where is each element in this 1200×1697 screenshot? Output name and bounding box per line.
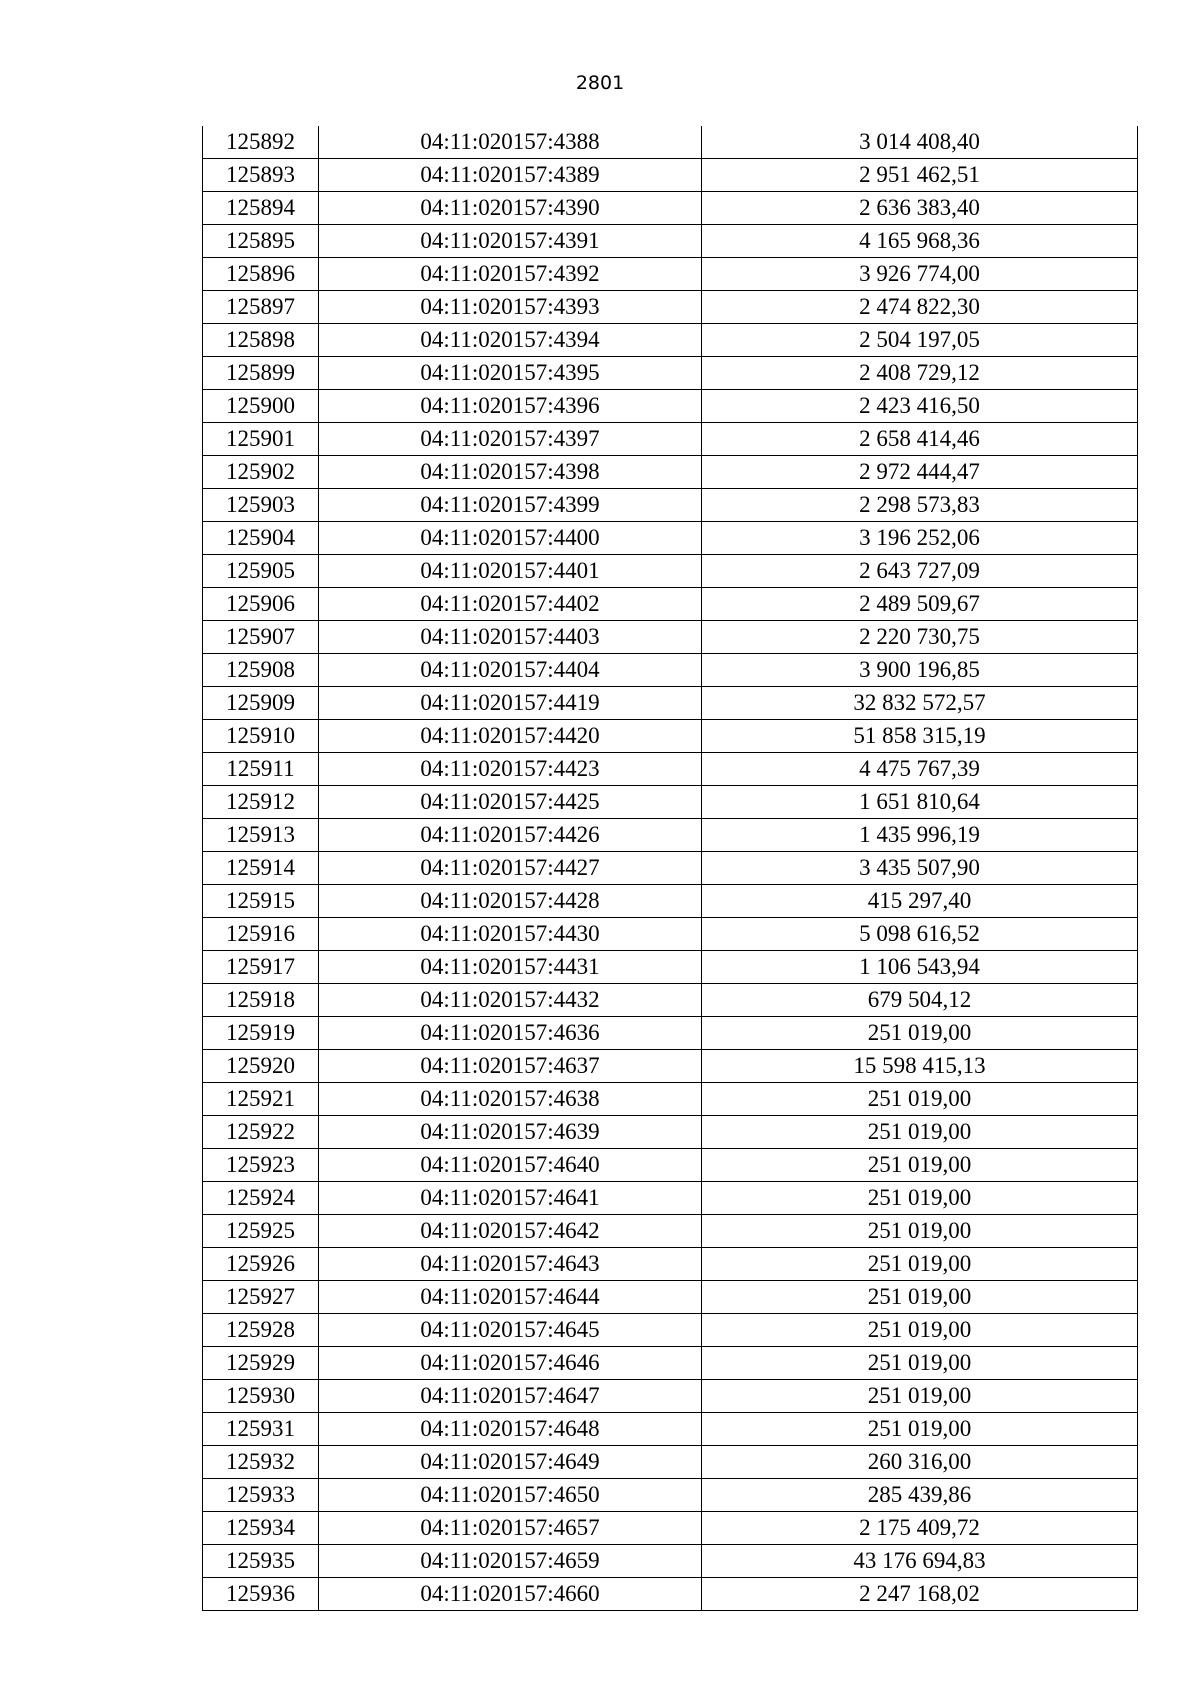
value-cell: 415 297,40 bbox=[702, 885, 1138, 918]
table-row bbox=[203, 225, 1138, 258]
value-cell: 251 019,00 bbox=[702, 1215, 1138, 1248]
value-cell: 3 926 774,00 bbox=[702, 258, 1138, 291]
value-cell: 251 019,00 bbox=[702, 1182, 1138, 1215]
row-number-cell: 125903 bbox=[203, 489, 319, 522]
row-number-cell: 125911 bbox=[203, 753, 319, 786]
value-cell: 2 658 414,46 bbox=[702, 423, 1138, 456]
value-cell: 2 504 197,05 bbox=[702, 324, 1138, 357]
value-cell: 251 019,00 bbox=[702, 1116, 1138, 1149]
cadastral-number-cell: 04:11:020157:4638 bbox=[319, 1083, 702, 1116]
table-row bbox=[203, 522, 1138, 555]
row-number-cell: 125900 bbox=[203, 390, 319, 423]
value-cell: 2 408 729,12 bbox=[702, 357, 1138, 390]
table-row bbox=[203, 1017, 1138, 1050]
table-row bbox=[203, 423, 1138, 456]
row-number-cell: 125893 bbox=[203, 159, 319, 192]
value-cell: 251 019,00 bbox=[702, 1413, 1138, 1446]
row-number-cell: 125909 bbox=[203, 687, 319, 720]
row-number-cell: 125913 bbox=[203, 819, 319, 852]
table-row bbox=[203, 1149, 1138, 1182]
cadastral-number-cell: 04:11:020157:4643 bbox=[319, 1248, 702, 1281]
value-cell: 3 900 196,85 bbox=[702, 654, 1138, 687]
table-row bbox=[203, 720, 1138, 753]
row-number-cell: 125892 bbox=[203, 126, 319, 159]
value-cell: 251 019,00 bbox=[702, 1314, 1138, 1347]
value-cell: 3 014 408,40 bbox=[702, 126, 1138, 159]
row-number-cell: 125897 bbox=[203, 291, 319, 324]
cadastral-number-cell: 04:11:020157:4430 bbox=[319, 918, 702, 951]
row-number-cell: 125896 bbox=[203, 258, 319, 291]
table-row bbox=[203, 1512, 1138, 1545]
table-row bbox=[203, 1050, 1138, 1083]
value-cell: 251 019,00 bbox=[702, 1149, 1138, 1182]
cadastral-number-cell: 04:11:020157:4403 bbox=[319, 621, 702, 654]
row-number-cell: 125922 bbox=[203, 1116, 319, 1149]
value-cell: 2 636 383,40 bbox=[702, 192, 1138, 225]
row-number-cell: 125933 bbox=[203, 1479, 319, 1512]
row-number-cell: 125921 bbox=[203, 1083, 319, 1116]
table-row bbox=[203, 588, 1138, 621]
row-number-cell: 125935 bbox=[203, 1545, 319, 1578]
table-row bbox=[203, 1281, 1138, 1314]
row-number-cell: 125931 bbox=[203, 1413, 319, 1446]
value-cell: 32 832 572,57 bbox=[702, 687, 1138, 720]
value-cell: 3 435 507,90 bbox=[702, 852, 1138, 885]
row-number-cell: 125930 bbox=[203, 1380, 319, 1413]
table-row bbox=[203, 984, 1138, 1017]
table-row bbox=[203, 753, 1138, 786]
row-number-cell: 125920 bbox=[203, 1050, 319, 1083]
table-container bbox=[202, 126, 1134, 1611]
cadastral-number-cell: 04:11:020157:4426 bbox=[319, 819, 702, 852]
row-number-cell: 125916 bbox=[203, 918, 319, 951]
row-number-cell: 125927 bbox=[203, 1281, 319, 1314]
cadastral-number-cell: 04:11:020157:4389 bbox=[319, 159, 702, 192]
cadastral-number-cell: 04:11:020157:4394 bbox=[319, 324, 702, 357]
table-row bbox=[203, 1314, 1138, 1347]
table-row bbox=[203, 1578, 1138, 1611]
value-cell: 43 176 694,83 bbox=[702, 1545, 1138, 1578]
table-row bbox=[203, 126, 1138, 159]
value-cell: 679 504,12 bbox=[702, 984, 1138, 1017]
cadastral-number-cell: 04:11:020157:4644 bbox=[319, 1281, 702, 1314]
row-number-cell: 125917 bbox=[203, 951, 319, 984]
cadastral-number-cell: 04:11:020157:4657 bbox=[319, 1512, 702, 1545]
table-row bbox=[203, 489, 1138, 522]
value-cell: 2 247 168,02 bbox=[702, 1578, 1138, 1611]
row-number-cell: 125919 bbox=[203, 1017, 319, 1050]
cadastral-number-cell: 04:11:020157:4659 bbox=[319, 1545, 702, 1578]
cadastral-number-cell: 04:11:020157:4427 bbox=[319, 852, 702, 885]
row-number-cell: 125928 bbox=[203, 1314, 319, 1347]
cadastral-number-cell: 04:11:020157:4641 bbox=[319, 1182, 702, 1215]
value-cell: 1 651 810,64 bbox=[702, 786, 1138, 819]
row-number-cell: 125918 bbox=[203, 984, 319, 1017]
table-row bbox=[203, 324, 1138, 357]
table-row bbox=[203, 819, 1138, 852]
table-row bbox=[203, 1215, 1138, 1248]
cadastral-number-cell: 04:11:020157:4649 bbox=[319, 1446, 702, 1479]
row-number-cell: 125924 bbox=[203, 1182, 319, 1215]
value-cell: 4 165 968,36 bbox=[702, 225, 1138, 258]
row-number-cell: 125929 bbox=[203, 1347, 319, 1380]
table-row bbox=[203, 159, 1138, 192]
page-number: 2801 bbox=[575, 72, 625, 94]
table-row bbox=[203, 918, 1138, 951]
value-cell: 1 106 543,94 bbox=[702, 951, 1138, 984]
data-table bbox=[202, 126, 1138, 1611]
cadastral-number-cell: 04:11:020157:4660 bbox=[319, 1578, 702, 1611]
value-cell: 2 489 509,67 bbox=[702, 588, 1138, 621]
value-cell: 5 098 616,52 bbox=[702, 918, 1138, 951]
cadastral-number-cell: 04:11:020157:4397 bbox=[319, 423, 702, 456]
cadastral-number-cell: 04:11:020157:4423 bbox=[319, 753, 702, 786]
value-cell: 2 972 444,47 bbox=[702, 456, 1138, 489]
table-row bbox=[203, 621, 1138, 654]
table-row bbox=[203, 1413, 1138, 1446]
value-cell: 4 475 767,39 bbox=[702, 753, 1138, 786]
row-number-cell: 125934 bbox=[203, 1512, 319, 1545]
row-number-cell: 125906 bbox=[203, 588, 319, 621]
table-row bbox=[203, 456, 1138, 489]
table-row bbox=[203, 258, 1138, 291]
table-body bbox=[203, 126, 1138, 1611]
row-number-cell: 125932 bbox=[203, 1446, 319, 1479]
value-cell: 51 858 315,19 bbox=[702, 720, 1138, 753]
row-number-cell: 125904 bbox=[203, 522, 319, 555]
cadastral-number-cell: 04:11:020157:4432 bbox=[319, 984, 702, 1017]
cadastral-number-cell: 04:11:020157:4388 bbox=[319, 126, 702, 159]
value-cell: 251 019,00 bbox=[702, 1281, 1138, 1314]
value-cell: 251 019,00 bbox=[702, 1248, 1138, 1281]
cadastral-number-cell: 04:11:020157:4404 bbox=[319, 654, 702, 687]
table-row bbox=[203, 885, 1138, 918]
cadastral-number-cell: 04:11:020157:4401 bbox=[319, 555, 702, 588]
value-cell: 2 474 822,30 bbox=[702, 291, 1138, 324]
row-number-cell: 125894 bbox=[203, 192, 319, 225]
cadastral-number-cell: 04:11:020157:4646 bbox=[319, 1347, 702, 1380]
cadastral-number-cell: 04:11:020157:4647 bbox=[319, 1380, 702, 1413]
table-row bbox=[203, 1248, 1138, 1281]
table-row bbox=[203, 1347, 1138, 1380]
cadastral-number-cell: 04:11:020157:4392 bbox=[319, 258, 702, 291]
value-cell: 2 220 730,75 bbox=[702, 621, 1138, 654]
table-row bbox=[203, 1446, 1138, 1479]
value-cell: 2 175 409,72 bbox=[702, 1512, 1138, 1545]
table-row bbox=[203, 951, 1138, 984]
value-cell: 2 643 727,09 bbox=[702, 555, 1138, 588]
cadastral-number-cell: 04:11:020157:4428 bbox=[319, 885, 702, 918]
table-row bbox=[203, 852, 1138, 885]
table-row bbox=[203, 687, 1138, 720]
cadastral-number-cell: 04:11:020157:4648 bbox=[319, 1413, 702, 1446]
cadastral-number-cell: 04:11:020157:4395 bbox=[319, 357, 702, 390]
table-row bbox=[203, 1545, 1138, 1578]
row-number-cell: 125910 bbox=[203, 720, 319, 753]
cadastral-number-cell: 04:11:020157:4642 bbox=[319, 1215, 702, 1248]
cadastral-number-cell: 04:11:020157:4645 bbox=[319, 1314, 702, 1347]
row-number-cell: 125923 bbox=[203, 1149, 319, 1182]
row-number-cell: 125925 bbox=[203, 1215, 319, 1248]
table-row bbox=[203, 1182, 1138, 1215]
row-number-cell: 125902 bbox=[203, 456, 319, 489]
row-number-cell: 125898 bbox=[203, 324, 319, 357]
cadastral-number-cell: 04:11:020157:4402 bbox=[319, 588, 702, 621]
cadastral-number-cell: 04:11:020157:4431 bbox=[319, 951, 702, 984]
row-number-cell: 125915 bbox=[203, 885, 319, 918]
table-row bbox=[203, 390, 1138, 423]
value-cell: 251 019,00 bbox=[702, 1083, 1138, 1116]
row-number-cell: 125926 bbox=[203, 1248, 319, 1281]
cadastral-number-cell: 04:11:020157:4650 bbox=[319, 1479, 702, 1512]
row-number-cell: 125914 bbox=[203, 852, 319, 885]
cadastral-number-cell: 04:11:020157:4390 bbox=[319, 192, 702, 225]
row-number-cell: 125899 bbox=[203, 357, 319, 390]
value-cell: 285 439,86 bbox=[702, 1479, 1138, 1512]
cadastral-number-cell: 04:11:020157:4391 bbox=[319, 225, 702, 258]
row-number-cell: 125901 bbox=[203, 423, 319, 456]
table-row bbox=[203, 555, 1138, 588]
cadastral-number-cell: 04:11:020157:4398 bbox=[319, 456, 702, 489]
value-cell: 1 435 996,19 bbox=[702, 819, 1138, 852]
table-row bbox=[203, 291, 1138, 324]
table-row bbox=[203, 786, 1138, 819]
cadastral-number-cell: 04:11:020157:4393 bbox=[319, 291, 702, 324]
value-cell: 2 298 573,83 bbox=[702, 489, 1138, 522]
value-cell: 2 951 462,51 bbox=[702, 159, 1138, 192]
cadastral-number-cell: 04:11:020157:4400 bbox=[319, 522, 702, 555]
row-number-cell: 125908 bbox=[203, 654, 319, 687]
value-cell: 15 598 415,13 bbox=[702, 1050, 1138, 1083]
row-number-cell: 125912 bbox=[203, 786, 319, 819]
table-row bbox=[203, 654, 1138, 687]
table-row bbox=[203, 1116, 1138, 1149]
cadastral-number-cell: 04:11:020157:4640 bbox=[319, 1149, 702, 1182]
value-cell: 251 019,00 bbox=[702, 1017, 1138, 1050]
table-row bbox=[203, 1083, 1138, 1116]
table-row bbox=[203, 1479, 1138, 1512]
value-cell: 251 019,00 bbox=[702, 1347, 1138, 1380]
row-number-cell: 125895 bbox=[203, 225, 319, 258]
table-row bbox=[203, 357, 1138, 390]
cadastral-number-cell: 04:11:020157:4637 bbox=[319, 1050, 702, 1083]
value-cell: 251 019,00 bbox=[702, 1380, 1138, 1413]
cadastral-number-cell: 04:11:020157:4639 bbox=[319, 1116, 702, 1149]
row-number-cell: 125907 bbox=[203, 621, 319, 654]
value-cell: 3 196 252,06 bbox=[702, 522, 1138, 555]
value-cell: 2 423 416,50 bbox=[702, 390, 1138, 423]
value-cell: 260 316,00 bbox=[702, 1446, 1138, 1479]
cadastral-number-cell: 04:11:020157:4419 bbox=[319, 687, 702, 720]
cadastral-number-cell: 04:11:020157:4396 bbox=[319, 390, 702, 423]
cadastral-number-cell: 04:11:020157:4420 bbox=[319, 720, 702, 753]
cadastral-number-cell: 04:11:020157:4399 bbox=[319, 489, 702, 522]
table-row bbox=[203, 192, 1138, 225]
row-number-cell: 125936 bbox=[203, 1578, 319, 1611]
table-row bbox=[203, 1380, 1138, 1413]
cadastral-number-cell: 04:11:020157:4636 bbox=[319, 1017, 702, 1050]
row-number-cell: 125905 bbox=[203, 555, 319, 588]
cadastral-number-cell: 04:11:020157:4425 bbox=[319, 786, 702, 819]
